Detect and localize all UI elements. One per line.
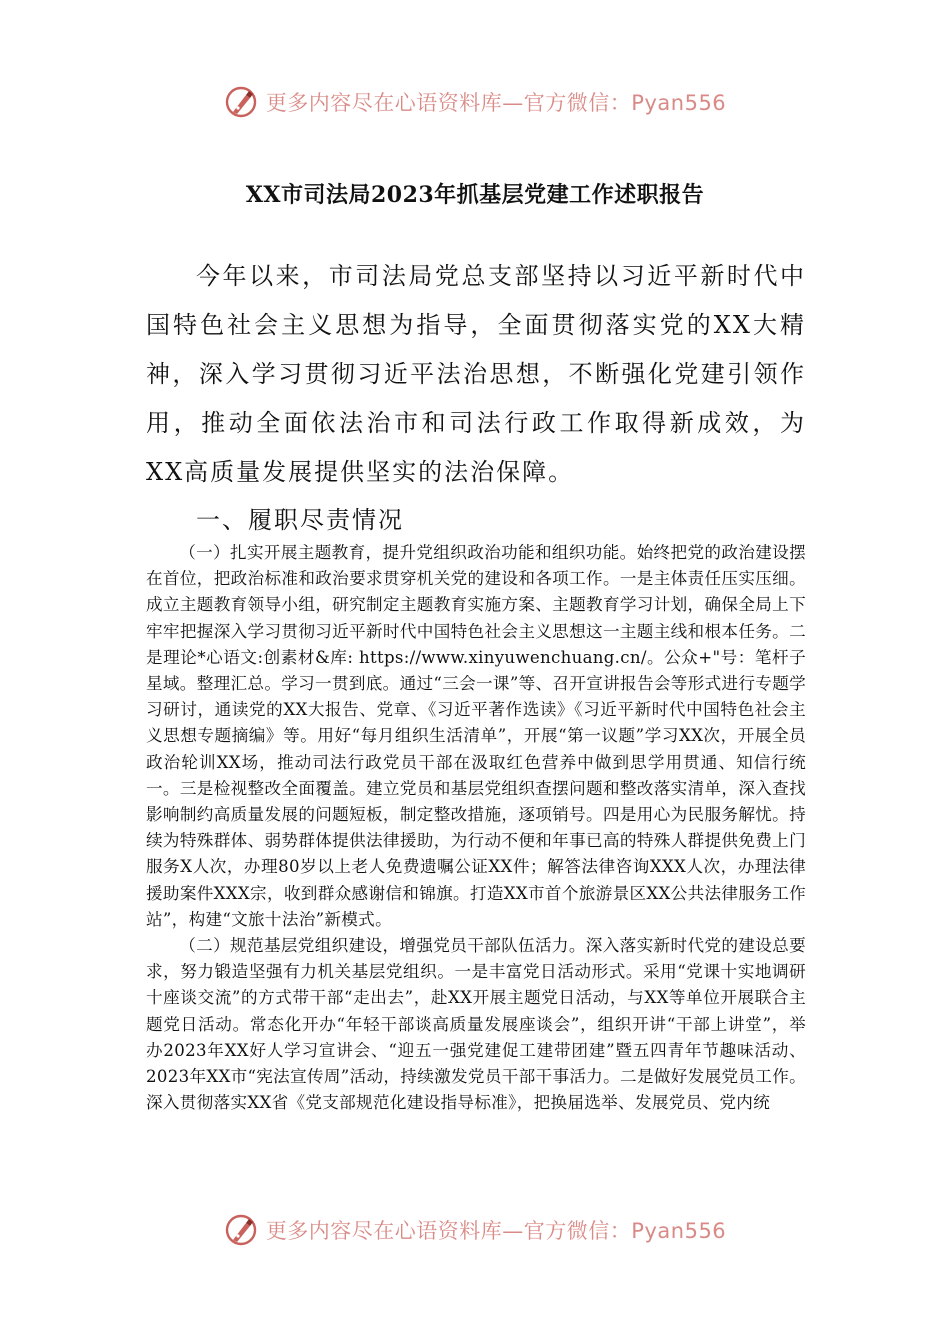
watermark-footer: [0, 1210, 950, 1250]
body-text: [146, 540, 806, 1116]
pen-nib-circle-icon: [224, 1213, 258, 1247]
intro-paragraph: 今年以来，市司法局党总支部坚持以习近平新时代中国特色社会主义思想为指导，全面贯彻落实党的XX大精神，深入学习贯彻习近平法治思想，不断强化党建引领作用，推动全面依法治市和司法行政工作取得新成效，为XX高质量发展提供坚实的法治保障。: [146, 262, 806, 486]
document-title: XX市司法局2023年抓基层党建工作述职报告: [245, 182, 705, 208]
section-heading: 一、履职尽责情况: [196, 506, 404, 534]
watermark-header: [0, 82, 950, 122]
paragraph-2: （二）规范基层党组织建设，增强党员干部队伍活力。深入落实新时代党的建设总要求，努力锻造坚强有力机关基层党组织。一是丰富党日活动形式。采用“党课十实地调研十座谈交流”的方式带干部“走出去”，赴XX开展主题党日活动，与XX等单位开展联合主题党日活动。常态化开办“年轻干部谈高质量发展座谈会”，组织开讲“干部上讲堂”，举办2023年XX好人学习宣讲会、“迎五一强党建促工建带团建”暨五四青年节趣味活动、2023年XX市“宪法宣传周”活动，持续激发党员干部干事活力。二是做好发展党员工作。深入贯彻落实XX省《党支部规范化建设指导标准》，把换届选举、发展党员、党内统: [146, 936, 806, 1113]
paragraph-1: （一）扎实开展主题教育，提升党组织政治功能和组织功能。始终把党的政治建设摆在首位，把政治标准和政治要求贯穿机关党的建设和各项工作。一是主体责任压实压细。成立主题教育领导小组，研究制定主题教育实施方案、主题教育学习计划，确保全局上下牢牢把握深入学习贯彻习近平新时代中国特色社会主义思想这一主题主线和根本任务。二是理论*心语文:创素材&库: https://www.xinyuwenchuang.cn/。公众+"号：笔杆子星域。整理汇总。学习一贯到底。通过“三会一课”等、召开宣讲报告会等形式进行专题学习研讨，通读党的XX大报告、党章、《习近平著作选读》《习近平新时代中国特色社会主义思想专题摘编》等。用好“每月组织生活清单”，开展“第一议题”学习XX次，开展全员政治轮训XX场，推动司法行政党员干部在汲取红色营养中做到思学用贯通、知信行统一。三是检视整改全面覆盖。建立党员和基层党组织查摆问题和整改落实清单，深入查找影响制约高质量发展的问题短板，制定整改措施，逐项销号。四是用心为民服务解忧。持续为特殊群体、弱势群体提供法律援助，为行动不便和年事已高的特殊人群提供免费上门服务X人次，办理80岁以上老人免费遗嘱公证XX件；解答法律咨询XXX人次，办理法律援助案件XXX宗，收到群众感谢信和锦旗。打造XX市首个旅游景区XX公共法律服务工作站”，构建“文旅十法治”新模式。: [146, 543, 806, 929]
watermark-text: 更多内容尽在心语资料库—官方微信：Pyan556: [265, 91, 727, 115]
pen-nib-circle-icon: [224, 85, 258, 119]
watermark-text: 更多内容尽在心语资料库—官方微信：Pyan556: [265, 1219, 727, 1243]
